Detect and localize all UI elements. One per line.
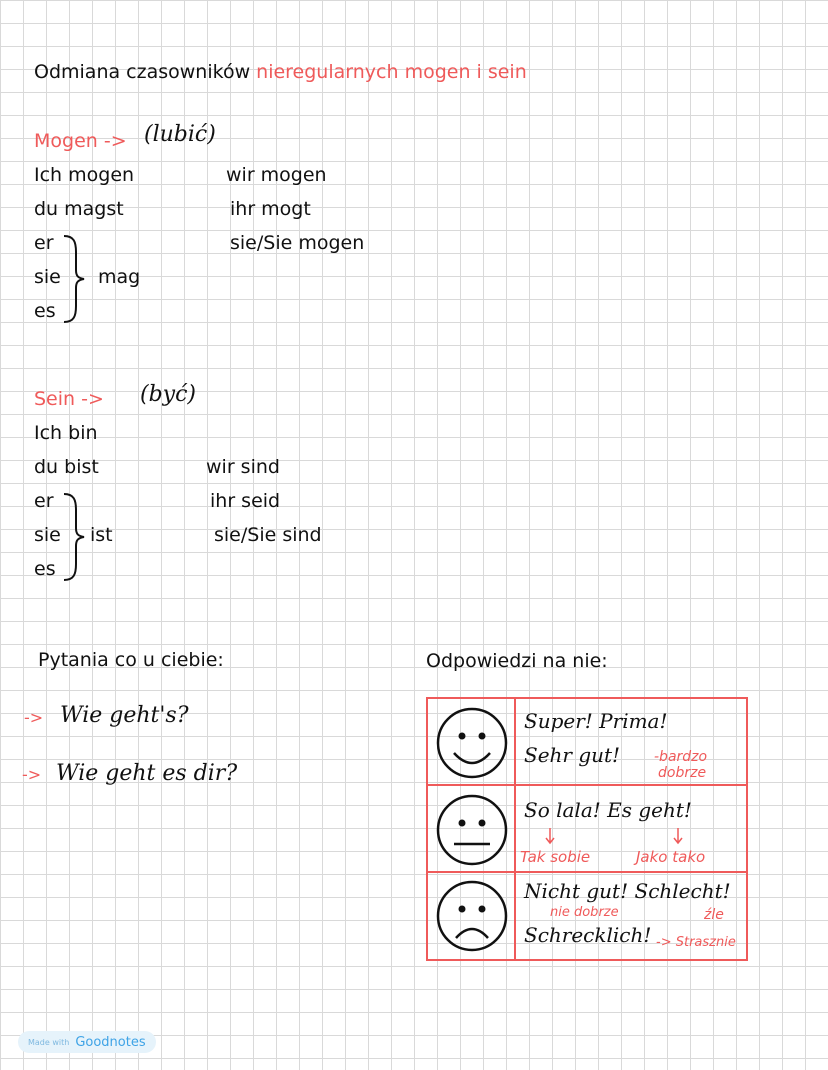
mogen-left-1: du magst [34,198,124,220]
answer-sad-note-2: -> Strasznie [656,935,736,950]
mogen-right-2: sie/Sie mogen [230,232,365,254]
questions-heading: Pytania co u ciebie: [38,649,224,671]
answer-sad-line2: Schrecklich! [524,923,652,947]
sein-left-4: es [34,558,56,580]
mogen-left-4: es [34,300,56,322]
question-item-1: Wie geht es dir? [56,761,238,786]
note-arrow-icon [544,826,556,846]
sein-right-0: wir sind [206,456,280,478]
mogen-left-0: Ich mogen [34,164,135,186]
sein-right-2: sie/Sie sind [214,524,322,546]
mogen-right-1: ihr mogt [230,198,311,220]
sein-right-1: ihr seid [210,490,281,512]
answer-happy-line1: Super! Prima! [524,709,668,733]
mogen-left-3: sie [34,266,61,288]
sein-translation: (być) [140,382,196,407]
answer-row-sad [428,873,746,959]
answer-sad-note-0: nie dobrze [550,905,619,920]
mogen-left-2: er [34,232,54,254]
answer-happy-line2: Sehr gut! [524,743,621,767]
happy-face-icon [434,705,510,781]
mogen-brace-icon [60,232,90,326]
sein-brace-icon [60,490,90,584]
question-arrow-icon-1: -> [22,765,42,784]
sein-left-0: Ich bin [34,422,98,444]
question-item-0: Wie geht's? [60,703,189,728]
title-red: nieregularnych mogen i sein [256,61,527,83]
answers-heading: Odpowiedzi na nie: [426,650,608,672]
neutral-face-icon [434,792,510,868]
page-title [34,61,527,83]
mogen-merged: mag [98,266,141,288]
answer-row-happy [428,699,746,786]
sein-left-3: sie [34,524,61,546]
sein-merged: ist [90,524,113,546]
answer-neutral-note-1: Jako tako [636,848,706,866]
mogen-heading: Mogen -> [34,130,127,152]
title-black: Odmiana czasowników [34,61,257,83]
answer-neutral-note-0: Tak sobie [520,848,591,866]
note-arrow-icon [672,826,684,846]
mogen-translation: (lubić) [144,122,216,147]
sein-left-1: du bist [34,456,99,478]
answer-sad-note-1: źle [704,907,724,923]
answer-row-neutral [428,786,746,873]
answer-happy-note-0: -bardzo [654,749,708,765]
answer-happy-note-1: dobrze [658,765,707,781]
goodnotes-badge [18,1031,156,1053]
answer-neutral-line1: So lala! Es geht! [524,798,692,822]
sein-heading: Sein -> [34,388,104,410]
mogen-right-0: wir mogen [226,164,327,186]
made-with-label: Made with [28,1037,70,1047]
goodnotes-logo: Goodnotes [75,1034,146,1050]
sein-left-2: er [34,490,54,512]
sad-face-icon [434,878,510,954]
question-arrow-icon-0: -> [24,708,44,727]
answer-sad-line1: Nicht gut! Schlecht! [524,879,731,903]
answers-table [426,697,748,961]
